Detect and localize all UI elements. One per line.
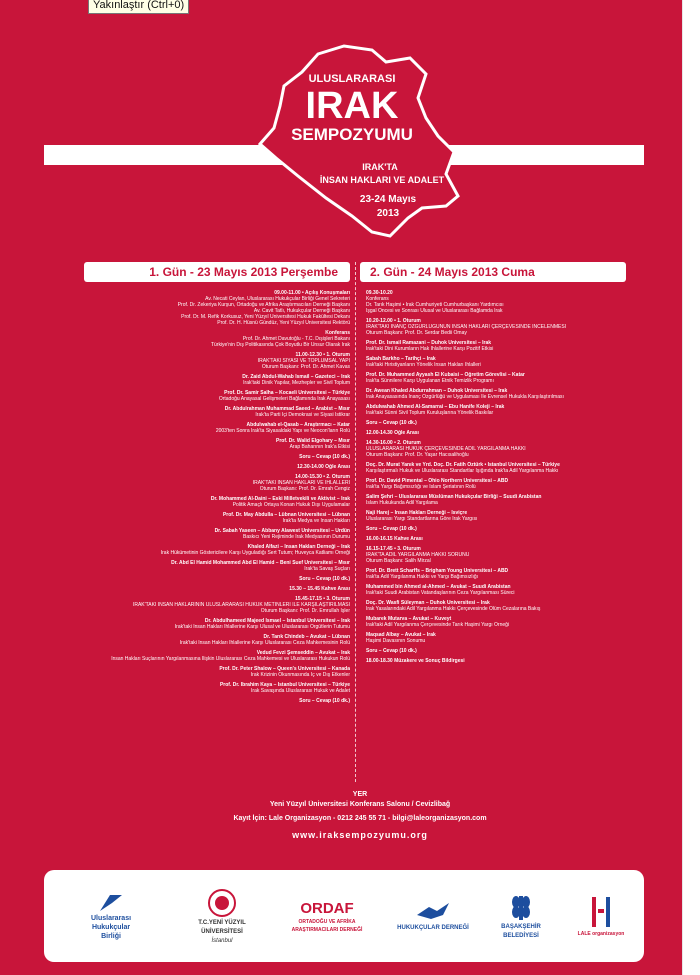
day-2-program-block — [366, 318, 626, 336]
day-2-program-line: ULUSLARARASI HUKUK ÇERÇEVESİNDE ADİL YARGILANMA HAKKI — [366, 446, 526, 452]
day-1-program-line: Irak'ta Savaş Suçları — [304, 566, 350, 572]
day-1-program-line: Irak'ta Medya ve İnsan Hakları — [282, 518, 350, 524]
day-1-program-block — [84, 374, 350, 386]
day-1-program-line: Soru – Cevap (10 dk.) — [299, 576, 350, 582]
day-2-program-block — [366, 584, 626, 596]
day-2-program-block — [366, 404, 626, 416]
day-1-program-line: Oturum Başkanı: Prof. Dr. Emrullah İşler — [260, 608, 350, 614]
registration-info: Kayıt İçin: Lale Organizasyon - 0212 245 55 71 - bilgi@laleorganizasyon.com — [233, 815, 487, 822]
day-1-program-line: IRAK'TAKİ İNSAN HAKLARI VE İHLALLERİ — [252, 480, 350, 486]
day-2-program-line: Konferans — [366, 296, 389, 302]
day-1-program-line: 15.30 – 15.45 Kahve Arası — [289, 586, 350, 592]
logo-basaksehir — [486, 886, 556, 946]
day-2-program-block — [366, 648, 626, 654]
day-2-program-block — [366, 600, 626, 612]
day-1-program-block — [84, 438, 350, 450]
lale-mark-icon — [590, 895, 612, 929]
logo-ordaf — [282, 886, 372, 946]
day-1-program-line: Prof. Dr. Ahmet Davutoğlu - T.C. Dışişleri Bakanı — [242, 336, 350, 342]
logo-ordaf-line1: ORDAF — [300, 900, 354, 917]
day-2-program-line: Muhammed bin Ahmed al-Ahmed – Avukat – Suudi Arabistan — [366, 584, 511, 590]
day-1-program-line: Irak'ta Parti İçi Demokrasi ve Siyasi İstikrar — [255, 412, 350, 418]
day-1-program-block — [84, 682, 350, 694]
day-2-program-line: Oturum Başkanı: Prof. Dr. Yaşar Hacısalihoğlu — [366, 452, 469, 458]
day-2-program-block — [366, 632, 626, 644]
day-2-program-line: Irak'ta Sünnilere Karşı Uygulanan Etnik Temizlik Programı — [366, 378, 494, 384]
day-1-program-line: Ortadoğu Anayasal Gelişmeleri Bağlamında Irak Anayasası — [218, 396, 350, 402]
day-1-program-block — [84, 496, 350, 508]
day-1-program-line: IRAK'TAKİ SİYASİ VE TOPLUMSAL YAPI — [257, 358, 350, 364]
day-2-program-line: Irak'ta Yargı Bağımsızlığı ve İslam Şeriatının Rolü — [366, 484, 476, 490]
website-link[interactable]: www.iraksempozyumu.org — [292, 830, 428, 840]
day-1-program-line: Irak Krizinin Okunmasında İç ve Dış Etkenler — [250, 672, 350, 678]
viewer-scroll-area[interactable] — [682, 0, 700, 975]
day-2-program-line: Prof. Dr. Muhammed Ayyash El Kubaisi – Öğretim Görevlisi – Katar — [366, 372, 525, 378]
day-1-program-line: 14.00-15.30 • 2. Oturum — [295, 474, 350, 480]
day-1-program-line: Abdulwahab el-Qasab – Araştırmacı – Katar — [246, 422, 350, 428]
day-1-program-block — [84, 474, 350, 492]
day-1-program-block — [84, 390, 350, 402]
zoom-tooltip: Yakınlaştır (Ctrl+0) — [88, 0, 189, 14]
day-2-program-line: Irak'ta Adil Yargılanma Hakkı ve Yargı Bağımsızlığı — [366, 574, 479, 580]
day-2-program-line: İşgal Öncesi ve Sonrası Ulusal ve Uluslararası Bağlamda Irak — [366, 308, 503, 314]
day-1-program-block — [84, 330, 350, 348]
day-1-program-line: Prof. Dr. Zekeriya Kurşun, Ortadoğu ve Afrika Araştırmacıları Derneği Başkanı — [177, 302, 350, 308]
day-2-program-block — [366, 440, 626, 458]
day-2-program-block — [366, 340, 626, 352]
day-2-program-line: Soru – Cevap (10 dk.) — [366, 420, 417, 426]
day-1-program-block — [84, 666, 350, 678]
day-1-program-line: Av. Necati Ceylan, Uluslararası Hukukçular Birliği Genel Sekreteri — [205, 296, 350, 302]
day-2-program-block — [366, 546, 626, 564]
day-1-program-block — [84, 586, 350, 592]
day-1-program-line: Prof. Dr. May Abdulla – Lübnan Üniversitesi – Lübnan — [222, 512, 350, 518]
day-2-program-line: Dr. Awean Khaled Abdurrahman – Duhok Üniversitesi – Irak — [366, 388, 508, 394]
day-1-program-block — [84, 698, 350, 704]
day-2-program-line: IRAK'TA ADİL YARGILANMA HAKKI SORUNU — [366, 552, 470, 558]
day-1-program-line: Prof. Dr. İbrahim Kaya – İstanbul Üniversitesi – Türkiye — [219, 682, 350, 688]
day-2-program-line: Haşimi Davasının Sonumu — [366, 638, 426, 644]
day-1-program-block — [84, 576, 350, 582]
day-2-program-line: 16.00-16.15 Kahve Arası — [366, 536, 423, 542]
logo-yy-line3: İstanbul — [211, 937, 233, 944]
logo-basaksehir-line2: BELEDİYESİ — [503, 933, 539, 939]
day-1-program-line: Konferans — [325, 330, 350, 336]
day-2-program-block — [366, 462, 626, 474]
day-2-program-block — [366, 290, 626, 314]
column-divider — [355, 262, 356, 782]
day-1-program-line: Irak'taki İnsan Hakları İhlallerine Karşı Ulusal ve Uluslararası Örgütlerin Tutumu — [174, 624, 350, 630]
day-1-program-line: Irak Hükümetinin Göstericilere Karşı Uyguladığı Sert Tutum; Huveyca Katliamı Örneği — [160, 550, 350, 556]
day-1-program-block — [84, 290, 350, 326]
wheat-icon — [507, 892, 535, 922]
day-2-program-line: 09.30-10.20 — [366, 290, 393, 296]
day-2-program-line: Uluslararası Yargı Standartlarına Göre Irak Yargısı — [366, 516, 478, 522]
day-1-program-block — [84, 528, 350, 540]
day-1-program-line: IRAK'TAKİ İNSAN HAKLARININ ULUSLARARASI HUKUK METİNLERİ İLE KARŞILAŞTIRILMASI — [132, 602, 350, 608]
day-1-program-block — [84, 544, 350, 556]
day-2-program-line: Sabah Barkho – Tarihçi – Irak — [366, 356, 436, 362]
day-2-program-line: 10.20-12.00 • 1. Oturum — [366, 318, 421, 324]
day-1-program-line: Vedud Fevzi Şemseddin – Avukat – Irak — [256, 650, 350, 656]
day-2-program-line: Prof. Dr. David Pimental – Ohio Northern Üniversitesi – ABD — [366, 478, 509, 484]
day-2-program-line: Irak'taki Sünni Sivil Toplum Kuruluşlarına Yönelik Baskılar — [366, 410, 494, 416]
day-1-program-line: Prof. Dr. Peter Shalow – Queen's Üniversitesi – Kanada — [219, 666, 350, 672]
day-2-program-line: Irak'taki Dini Kurumların Hak İhlallerine Karşı Pozitif Etkisi — [366, 346, 494, 352]
day-2-program-block — [366, 372, 626, 384]
day-1-program-line: 11.00-12.30 • 1. Oturum — [295, 352, 350, 358]
header-line2: IRAK — [305, 85, 399, 127]
day-1-program-line: Dr. Zaid Abdul-Wahab İsmail – Gazeteci – Irak — [242, 374, 350, 380]
university-seal-icon — [207, 888, 237, 918]
day-2-program-line: Doç. Dr. Murat Yanık ve Yrd. Doç. Dr. Fatih Öztürk • İstanbul Üniversitesi – Türkiye — [366, 462, 560, 468]
venue-place: Yeni Yüzyıl Üniversitesi Konferans Salonu / Cevizlibağ — [269, 801, 451, 808]
day-1-program-block — [84, 596, 350, 614]
logo-hukukcular-text: HUKUKÇULAR DERNEĞİ — [397, 924, 469, 931]
sponsor-logos — [44, 870, 644, 962]
day-1-heading: 1. Gün - 23 Mayıs 2013 Perşembe — [84, 262, 350, 282]
iraq-map-logo — [240, 40, 480, 250]
day-2-program-block — [366, 430, 626, 436]
header-sub2: İNSAN HAKLARI VE ADALET — [319, 175, 445, 185]
day-1-program-line: 2003'ten Sonra Irak'ta Siyasaldaki Yapı ve Neocon'ların Rolü — [215, 428, 350, 434]
day-1-program-line: Prof. Dr. M. Refik Korkusuz, Yeni Yüzyıl Üniversitesi Hukuk Fakültesi Dekanı — [181, 314, 350, 320]
day-1-program-line: Prof. Dr. H. Hüsnü Gündüz, Yeni Yüzyıl Üniversitesi Rektörü — [217, 320, 350, 326]
day-1-program-block — [84, 422, 350, 434]
day-1-program — [84, 290, 350, 708]
day-1-program-line: Irak Savaşında Uluslararası Hukuk ve Adalet — [251, 688, 350, 694]
logo-uhb-line1: Uluslararası — [90, 914, 132, 922]
day-1-program-line: Prof. Dr. Walid Elgohary – Mısır — [276, 438, 350, 444]
venue-label: YER — [352, 791, 368, 798]
logo-yy-line1: T.C.YENİ YÜZYIL — [198, 919, 246, 926]
day-1-program-block — [84, 352, 350, 370]
day-2-program-block — [366, 356, 626, 368]
day-1-program-block — [84, 618, 350, 630]
day-1-program-block — [84, 512, 350, 524]
logo-ordaf-line2: ORTADOĞU VE AFRİKA — [298, 919, 356, 925]
day-2-program-line: Doç. Dr. Wasfi Süleyman – Duhok Üniversitesi – Irak — [366, 600, 490, 606]
day-2-program-line: Prof. Dr. Brett Scharffs – Brigham Young Üniversitesi – ABD — [366, 568, 509, 574]
day-2-program-block — [366, 658, 626, 664]
logo-ordaf-line3: ARAŞTIRMACILARI DERNEĞİ — [291, 927, 363, 933]
day-2-program-line: İslam Hukukunda Adil Yargılama — [366, 500, 438, 506]
day-2-program-block — [366, 478, 626, 490]
day-2-program-line: Maqsad Albay – Avukat – Irak — [366, 632, 436, 638]
day-2-program-line: Salim Şehri – Uluslararası Müslüman Hukukçular Birliği – Suudi Arabistan — [366, 494, 542, 500]
day-2-program-line: IRAK'TAKİ İNANÇ ÖZGÜRLÜĞÜNÜN İNSAN HAKLARI ÇERÇEVESİNDE İNCELENMESİ — [366, 324, 567, 330]
day-2-program-line: Irak'taki Suudi Arabistan Vatandaşlarının Ceza Yargılanması Süreci — [366, 590, 515, 596]
day-2-program-line: Dr. Tarık Haşimi • Irak Cumhuriyeti Cumhurbaşkanı Yardımcısı — [366, 302, 504, 308]
day-1-program-line: Dr. Abdulhameed Majeed İsmael – İstanbul Üniversitesi – Irak — [204, 618, 350, 624]
header-year: 2013 — [376, 208, 400, 219]
day-1-program-line: 15.45-17.15 • 3. Oturum — [295, 596, 350, 602]
day-2-program-line: Soru – Cevap (10 dk.) — [366, 648, 417, 654]
day-1-program-line: Irak'taki Dinik Yapılar, Mezhepler ve Sivil Toplum — [243, 380, 350, 386]
day-1-program-line: Oturum Başkanı: Prof. Dr. Emrah Cengiz — [259, 486, 350, 492]
day-2-program-line: Soru – Cevap (10 dk.) — [366, 526, 417, 532]
uhb-swoosh-icon — [98, 893, 124, 913]
day-2-program-line: Mubarek Mutarva – Avukat – Kuveyt — [366, 616, 452, 622]
day-2-program-block — [366, 388, 626, 400]
dove-icon — [415, 901, 451, 923]
day-1-program-line: Khaled Alfazi – İnsan Hakları Derneği – Irak — [247, 544, 350, 550]
header-line1: ULUSLARARASI — [308, 73, 396, 85]
venue-info — [90, 790, 630, 842]
logo-yeni-yuzyil — [172, 886, 272, 946]
logo-hukukcular — [388, 886, 478, 946]
header-dates: 23-24 Mayıs — [359, 194, 417, 205]
day-2-program-line: Irak'taki Hıristiyanların Yönelik İnsan Hakları İhlalleri — [366, 362, 481, 368]
day-1-program-line: Dr. Sabah Yaseen – Abbany Alawest Üniversitesi – Ürdün — [214, 528, 350, 534]
day-2-program-block — [366, 494, 626, 506]
day-1-program-block — [84, 454, 350, 460]
day-1-program-block — [84, 406, 350, 418]
day-2-program-line: Oturum Başkanı: Salih Mirzal — [366, 558, 431, 564]
day-2-program-line: Irak Yasalarındaki Adil Yargılanma Hakkı Çerçevesinde Ölüm Cezalarına Bakış — [366, 606, 541, 612]
day-2-program-line: Karşılaştırmalı Hukuk ve Uluslararası Standartlar Işığında Irak'ta Adil Yargılanma Hakkı — [366, 468, 559, 474]
header-line3: SEMPOZYUMU — [291, 125, 413, 144]
logo-basaksehir-line1: BAŞAKŞEHİR — [501, 924, 541, 930]
day-1-program-line: Dr. Abdulrahman Muhammad Saeed – Arabist – Mısır — [224, 406, 350, 412]
day-1-program-line: Dr. Abd El Hamid Mohammed Abd El Hamid – Beni Suef Üniversitesi – Mısır — [171, 560, 350, 566]
day-1-program-line: Prof. Dr. Samir Salha – Kocaeli Üniversitesi – Türkiye — [224, 390, 350, 396]
day-2-program-line: 18.00-18.30 Müzakere ve Sonuç Bildirgesi — [366, 658, 465, 664]
day-2-program-line: Abdulwahab Ahmed Al-Samarrai – Ebu Hanife Koleji – Irak — [366, 404, 505, 410]
day-1-program-block — [84, 464, 350, 470]
day-1-program-line: 12.30-14.00 Öğle Arası — [297, 464, 350, 470]
day-1-program-line: 09.00-11.00 • Açılış Konuşmaları — [274, 290, 350, 296]
day-1-program-line: Soru – Cevap (10 dk.) — [299, 454, 350, 460]
logo-uhb-line3: Birliği — [101, 932, 121, 940]
day-2-program-line: 14.30-16.00 • 2. Oturum — [366, 440, 421, 446]
day-2-program-line: Oturum Başkanı: Prof. Dr. Serdar Bedii Omay — [366, 330, 467, 336]
day-2-program-line: Prof. Dr. İsmail Ramazani – Duhok Üniversitesi – Irak — [366, 340, 492, 346]
day-2-program — [366, 290, 626, 668]
day-2-program-line: Naji Harej – İnsan Hakları Derneği – İsviçre — [366, 510, 468, 516]
day-1-program-line: Baskıcı Yeni Rejiminde Irak Medyasının Durumu — [243, 534, 350, 540]
day-2-program-line: Irak Anayasasında İnanç Özgürlüğü ve Uygulaması İle Evrensel Hukukla Karşılaştırılması — [366, 394, 564, 400]
logo-lale-text: LALE organizasyon — [577, 930, 625, 937]
day-1-program-block — [84, 634, 350, 646]
day-1-program-line: Oturum Başkanı: Prof. Dr. Ahmet Kavas — [261, 364, 350, 370]
day-2-program-block — [366, 510, 626, 522]
day-1-program-line: Dr. Mohammed Al-Daini – Eski Milletvekili ve Aktivist – Irak — [210, 496, 350, 502]
day-2-program-line: 16.15-17.45 • 3. Oturum — [366, 546, 421, 552]
day-1-program-line: Av. Cavit Tatlı, Hukukçular Derneği Başkanı — [253, 308, 350, 314]
day-2-program-block — [366, 420, 626, 426]
day-1-program-line: Dr. Tarık Chindeb – Avukat – Lübnan — [263, 634, 350, 640]
logo-lale — [568, 886, 634, 946]
logo-uhb-line2: Hukukçular — [91, 923, 131, 931]
day-2-program-block — [366, 536, 626, 542]
day-2-program-line: 12.00-14.30 Öğle Arası — [366, 430, 419, 436]
day-1-program-line: Türkiye'nin Dış Politikasında Çok Boyutlu Bir Unsur Olarak Irak — [210, 342, 350, 348]
day-2-program-block — [366, 616, 626, 628]
logo-uhb — [66, 886, 156, 946]
logo-yy-line2: ÜNİVERSİTESİ — [201, 928, 243, 935]
day-2-program-line: Irak'taki Adil Yargılanma Çerçevesinde Tarık Haşimi Yargı Örneği — [366, 622, 510, 628]
day-1-program-line: Arap Baharının Irak'a Etkisi — [289, 444, 350, 450]
day-1-program-line: Politik Amaçlı Ortaya Konan Hukuk Dışı Uygulamalar — [232, 502, 350, 508]
day-1-program-block — [84, 650, 350, 662]
day-2-program-block — [366, 526, 626, 532]
day-1-program-line: İnsan Hakları Suçlarının Yargılanmasına İlişkin Uluslararası Ceza Mahkemesi ve Uluslararası Hukukun Rolü — [111, 656, 350, 662]
header-sub1: IRAK'TA — [362, 162, 398, 172]
day-2-program-block — [366, 568, 626, 580]
day-1-program-line: Soru – Cevap (10 dk.) — [299, 698, 350, 704]
day-1-program-block — [84, 560, 350, 572]
day-1-program-line: Irak'taki İnsan Hakları İhlallerine Karşı Uluslararası Ceza Mahkemesinin Rolü — [179, 640, 350, 646]
day-2-heading: 2. Gün - 24 Mayıs 2013 Cuma — [360, 262, 626, 282]
